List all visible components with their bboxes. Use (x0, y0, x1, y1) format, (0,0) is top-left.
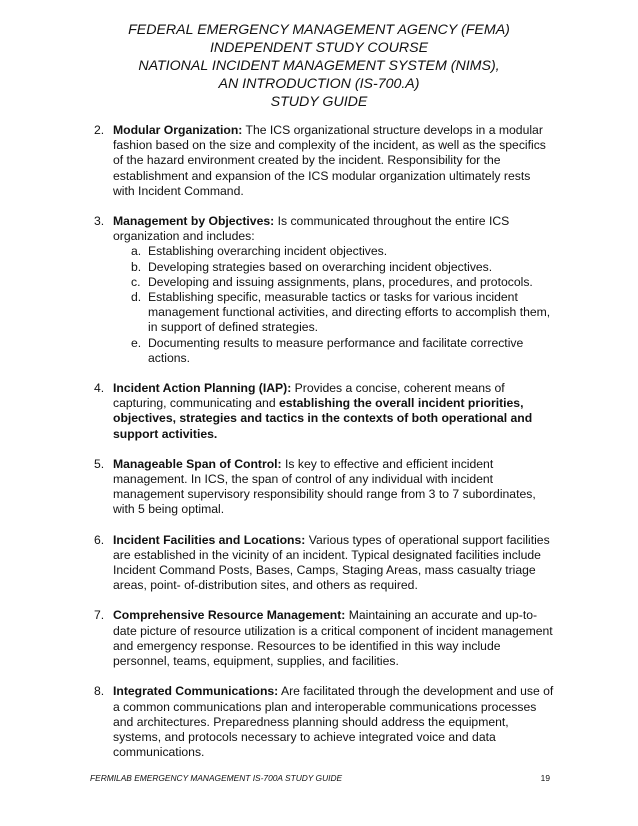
item-text: Is key to effective and efficient incident management. In ICS, the span of control of any individual with incident management supervisory responsibility should range from 3 to 7 subordinates, with 5 being optimal. (113, 456, 536, 517)
item-term: Management by Objectives: (113, 214, 275, 229)
sub-item-text: Establishing overarching incident objectives. (148, 244, 388, 259)
item-term: Modular Organization: (113, 123, 243, 137)
sub-item-letter: b. (131, 259, 142, 274)
item-number: 3. (94, 214, 105, 229)
sub-list-item (113, 290, 554, 336)
item-text: Are facilitated through the development and use of a common communications plan and interoperable communications processes and architectures. Preparedness planning should address the equipment, systems, and protocols necessary to achieve integrated voice and data communications. (113, 684, 554, 760)
sub-item-letter: a. (131, 244, 142, 259)
item-term: Manageable Span of Control: (113, 456, 282, 471)
list-item-management-by-objectives (94, 214, 554, 366)
item-term: Comprehensive Resource Management: (113, 608, 346, 623)
sub-item-text: Establishing specific, measurable tactics or tasks for various incident management functional activities, and directing efforts to accomplish them, in support of defined strategies. (148, 290, 551, 335)
sub-item-letter: e. (131, 335, 142, 350)
sub-item-text: Documenting results to measure performance and facilitate corrective actions. (148, 335, 524, 365)
document-body (94, 123, 554, 775)
sub-list-item (113, 336, 554, 366)
list-item-integrated-communications (94, 684, 554, 760)
header-line: STUDY GUIDE (270, 94, 368, 110)
item-number: 5. (94, 456, 105, 471)
item-text: Various types of operational support facilities are established in the vicinity of an incident. Typical designated facilities include Incident Command Posts, Bases, Camps, Staging Areas, mass casualty triage areas, point- of-distribution sites, and others as required. (113, 532, 550, 593)
item-number: 2. (94, 123, 105, 137)
sub-list-item (113, 244, 554, 259)
list-item-incident-action-planning (94, 381, 554, 442)
footer-label: FERMILAB EMERGENCY MANAGEMENT IS-700A STUDY GUIDE (90, 773, 343, 783)
page-number: 19 (540, 773, 550, 783)
item-term: Incident Facilities and Locations: (113, 532, 306, 547)
header-line: AN INTRODUCTION (IS-700.A) (218, 76, 420, 92)
item-text: Maintaining an accurate and up-to-date picture of resource utilization is a critical component of incident management and emergency response. Resources to be identified in this way include personnel, teams, equipment, supplies, and facilities. (113, 608, 553, 669)
header-line: INDEPENDENT STUDY COURSE (209, 40, 429, 56)
list-item-modular-organization (94, 123, 554, 199)
sub-list-item (113, 275, 554, 290)
list-item-resource-management (94, 608, 554, 669)
item-number: 7. (94, 608, 105, 623)
item-text: Is communicated throughout the entire ICS organization and includes: (113, 214, 510, 244)
sub-item-letter: d. (131, 290, 142, 305)
item-emphasis: establishing the overall incident priorities, objectives, strategies and tactics in the contexts of both operational and support activities. (113, 396, 533, 441)
document-footer (90, 773, 550, 783)
item-number: 8. (94, 684, 105, 699)
sub-item-text: Developing strategies based on overarching incident objectives. (148, 259, 493, 274)
sub-item-text: Developing and issuing assignments, plans, procedures, and protocols. (148, 274, 533, 289)
item-number: 6. (94, 532, 105, 547)
sub-list-item (113, 260, 554, 275)
sub-item-letter: c. (131, 274, 141, 289)
list-item-facilities-and-locations (94, 533, 554, 594)
item-term: Integrated Communications: (113, 684, 279, 699)
item-text: The ICS organizational structure develops in a modular fashion based on the size and complexity of the incident, as well as the specifics of the hazard environment created by the incident. Responsibility for the establishment and expansion of the ICS modular organization ultimately rests with Incident Command. (113, 123, 546, 198)
header-line: NATIONAL INCIDENT MANAGEMENT SYSTEM (NIMS), (138, 58, 500, 74)
item-text: Provides a concise, coherent means of capturing, communicating and (113, 381, 505, 411)
document-header (0, 21, 638, 111)
header-line: FEDERAL EMERGENCY MANAGEMENT AGENCY (FEMA) (128, 22, 510, 38)
list-item-span-of-control (94, 457, 554, 518)
item-term: Incident Action Planning (IAP): (113, 381, 292, 396)
item-number: 4. (94, 381, 105, 396)
